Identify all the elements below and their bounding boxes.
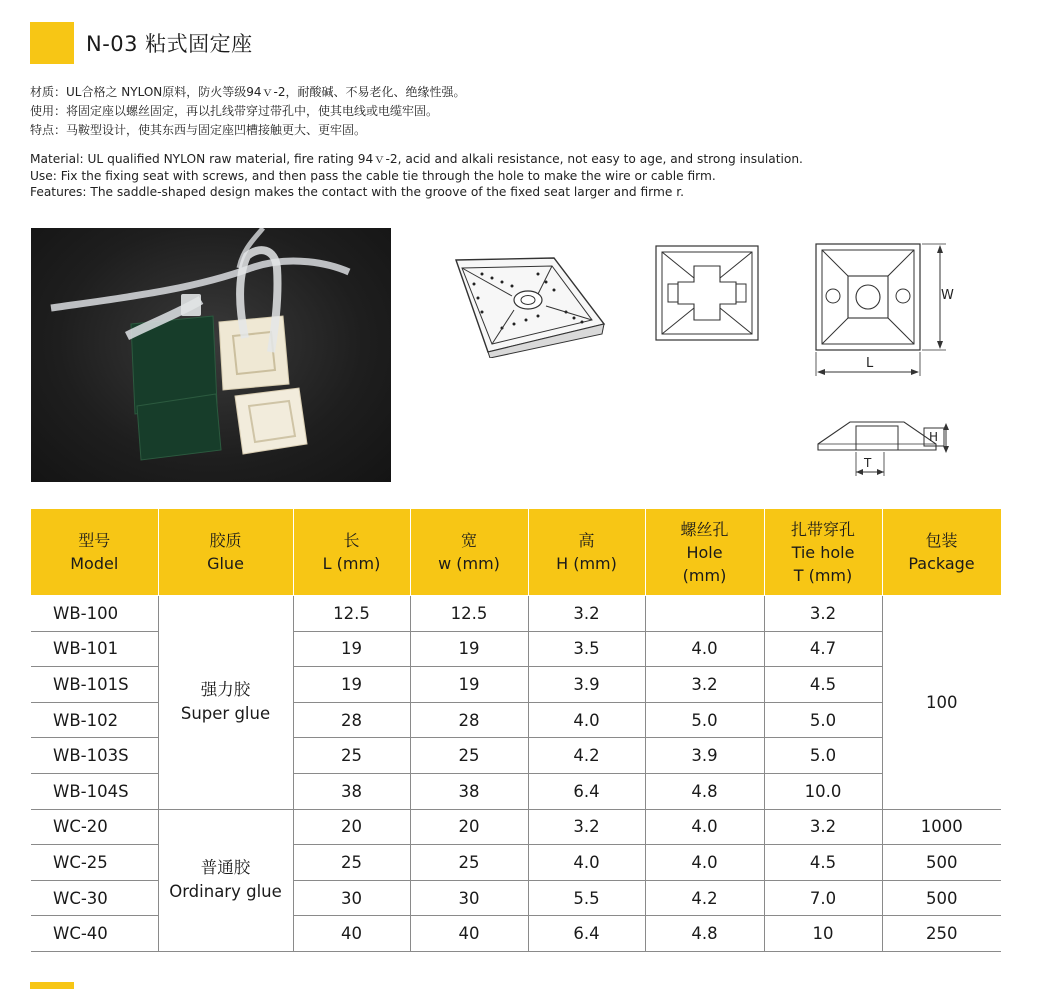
cell-tie: 10	[764, 916, 882, 952]
cell-l: 25	[293, 845, 410, 881]
table-row	[31, 809, 1001, 845]
cell-hole: 4.2	[645, 880, 764, 916]
table-row	[31, 596, 1001, 632]
top-view-drawing	[654, 244, 760, 342]
cell-tie: 3.2	[764, 596, 882, 632]
table-header-row	[31, 509, 1001, 596]
cell-h: 5.5	[528, 880, 645, 916]
cell-l: 19	[293, 667, 410, 703]
cell-model: WC-20	[31, 809, 158, 845]
cell-model: WB-104S	[31, 773, 158, 809]
cell-model: WC-25	[31, 845, 158, 881]
cell-hole: 3.2	[645, 667, 764, 703]
cell-hole: 4.0	[645, 809, 764, 845]
cell-h: 3.9	[528, 667, 645, 703]
description-cn	[30, 83, 466, 140]
isometric-drawing	[442, 248, 610, 358]
header-tie-hole: 扎带穿孔 Tie hole T (mm)	[764, 509, 882, 596]
cell-hole: 4.0	[645, 631, 764, 667]
use-cn: 使用：将固定座以螺丝固定，再以扎线带穿过带孔中，使其电线或电缆牢固。	[30, 104, 439, 118]
header-hole: 螺丝孔 Hole (mm)	[645, 509, 764, 596]
cell-hole	[645, 596, 764, 632]
cell-model: WB-101	[31, 631, 158, 667]
material-en: Material: UL qualified NYLON raw material, fire rating 94ｖ-2, acid and alkali resistance, not easy to age, and strong insulation.	[30, 152, 803, 166]
title-accent-block	[30, 22, 74, 64]
header-height: 高 H (mm)	[528, 509, 645, 596]
cell-glue-super: 强力胶 Super glue	[158, 596, 293, 810]
cell-tie: 3.2	[764, 809, 882, 845]
cell-l: 38	[293, 773, 410, 809]
cell-tie: 4.7	[764, 631, 882, 667]
cell-hole: 4.8	[645, 773, 764, 809]
material-cn: 材质：UL合格之 NYLON原料，防火等级94ｖ-2，耐酸碱、不易老化、绝缘性强。	[30, 85, 466, 99]
header-glue: 胶质 Glue	[158, 509, 293, 596]
cell-hole: 3.9	[645, 738, 764, 774]
cell-h: 3.2	[528, 809, 645, 845]
cell-tie: 4.5	[764, 845, 882, 881]
cell-glue-ordinary: 普通胶 Ordinary glue	[158, 809, 293, 951]
cell-model: WB-101S	[31, 667, 158, 703]
cell-hole: 4.8	[645, 916, 764, 952]
cell-model: WB-103S	[31, 738, 158, 774]
cell-w: 40	[410, 916, 528, 952]
cell-w: 20	[410, 809, 528, 845]
cell-h: 4.2	[528, 738, 645, 774]
width-label: W	[941, 288, 954, 303]
cell-package: 500	[882, 845, 1001, 881]
cell-hole: 4.0	[645, 845, 764, 881]
bottom-accent-block	[30, 982, 74, 989]
cell-w: 30	[410, 880, 528, 916]
features-cn: 特点：马鞍型设计，使其东西与固定座凹槽接触更大、更牢固。	[30, 123, 367, 137]
cell-tie: 10.0	[764, 773, 882, 809]
cell-w: 38	[410, 773, 528, 809]
cell-h: 4.0	[528, 702, 645, 738]
cell-tie: 5.0	[764, 702, 882, 738]
cell-h: 3.5	[528, 631, 645, 667]
side-view-drawing	[812, 416, 962, 480]
cell-package-group: 100	[882, 596, 1001, 810]
dimension-top-view-drawing	[808, 236, 968, 382]
height-label: H	[929, 430, 939, 444]
tie-label: T	[864, 456, 872, 470]
cell-l: 19	[293, 631, 410, 667]
description-en	[30, 151, 803, 201]
product-photo	[31, 228, 391, 482]
cell-tie: 4.5	[764, 667, 882, 703]
header-length: 长 L (mm)	[293, 509, 410, 596]
header-width: 宽 w (mm)	[410, 509, 528, 596]
cell-h: 3.2	[528, 596, 645, 632]
cell-model: WC-30	[31, 880, 158, 916]
features-en: Features: The saddle-shaped design makes the contact with the groove of the fixed seat larger and firme r.	[30, 185, 684, 199]
cell-model: WC-40	[31, 916, 158, 952]
cell-l: 30	[293, 880, 410, 916]
page-title: N-03 粘式固定座	[86, 32, 253, 56]
cell-package: 500	[882, 880, 1001, 916]
product-photo-drawing	[31, 228, 391, 482]
cell-w: 12.5	[410, 596, 528, 632]
spec-table	[31, 508, 1002, 952]
cell-h: 6.4	[528, 773, 645, 809]
header-package: 包装 Package	[882, 509, 1001, 596]
use-en: Use: Fix the fixing seat with screws, and then pass the cable tie through the hole to make the wire or cable firm.	[30, 168, 716, 183]
cell-model: WB-102	[31, 702, 158, 738]
length-label: L	[866, 356, 874, 371]
cell-w: 25	[410, 738, 528, 774]
cell-h: 6.4	[528, 916, 645, 952]
cell-w: 25	[410, 845, 528, 881]
cell-hole: 5.0	[645, 702, 764, 738]
cell-w: 19	[410, 667, 528, 703]
cell-l: 20	[293, 809, 410, 845]
cell-l: 28	[293, 702, 410, 738]
cell-w: 19	[410, 631, 528, 667]
cell-l: 40	[293, 916, 410, 952]
header-model: 型号 Model	[31, 509, 158, 596]
cell-package: 250	[882, 916, 1001, 952]
cell-w: 28	[410, 702, 528, 738]
cell-tie: 7.0	[764, 880, 882, 916]
cell-l: 25	[293, 738, 410, 774]
cell-package: 1000	[882, 809, 1001, 845]
cell-l: 12.5	[293, 596, 410, 632]
cell-tie: 5.0	[764, 738, 882, 774]
cell-h: 4.0	[528, 845, 645, 881]
cell-model: WB-100	[31, 596, 158, 632]
